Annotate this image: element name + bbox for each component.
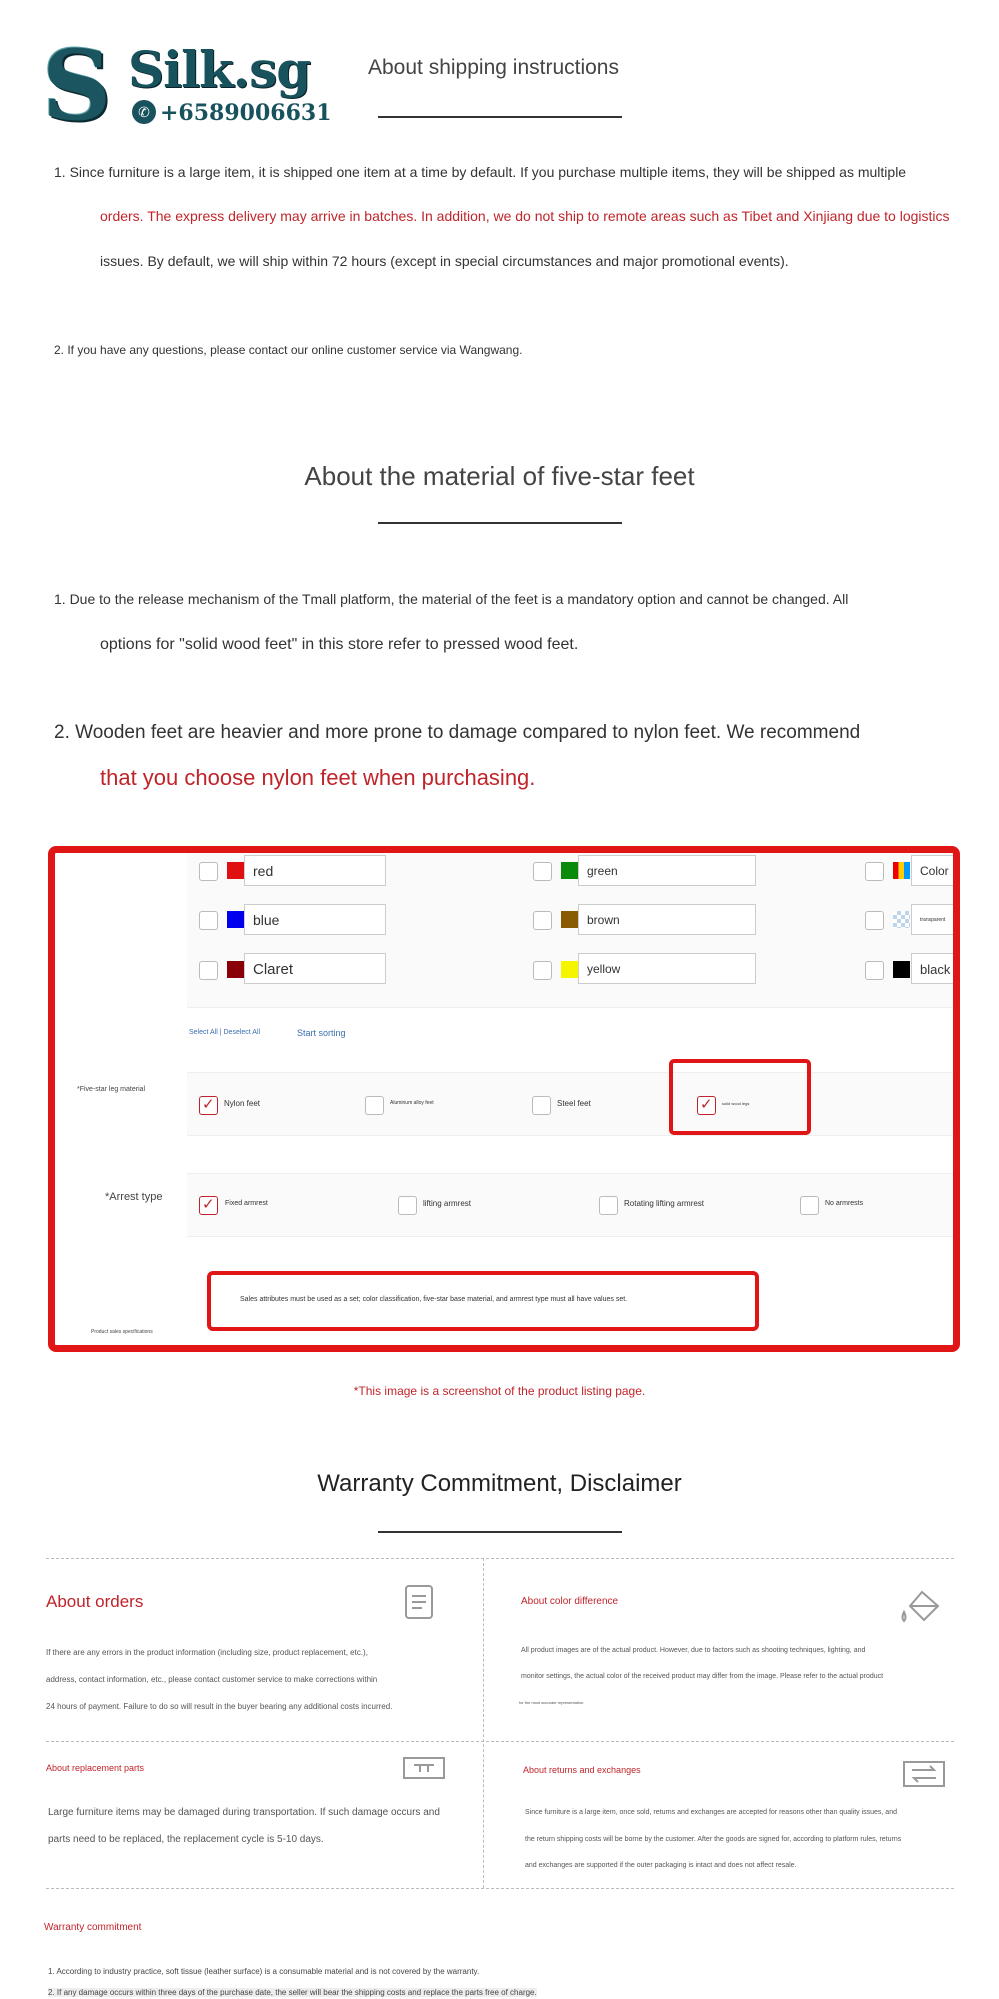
parts-line-2: parts need to be replaced, the replacement cycle is 5-10 days. bbox=[48, 1834, 324, 1845]
leg-material-label: *Five-star leg material bbox=[77, 1086, 146, 1093]
nylon-feet-label: Nylon feet bbox=[224, 1099, 261, 1108]
color-input[interactable]: transparent bbox=[911, 904, 960, 935]
orders-line-2: address, contact information, etc., please contact customer service to make corrections within bbox=[46, 1675, 378, 1684]
no-armrest-label: No armrests bbox=[825, 1200, 864, 1207]
whatsapp-icon: ✆ bbox=[132, 100, 156, 124]
color-checkbox[interactable] bbox=[199, 862, 218, 881]
color-input[interactable]: green bbox=[578, 855, 756, 886]
exchange-icon bbox=[902, 1760, 946, 1788]
color-input[interactable]: yellow bbox=[578, 953, 756, 984]
color-checkbox[interactable] bbox=[865, 961, 884, 980]
brand-logo bbox=[42, 29, 332, 142]
color-checkbox[interactable] bbox=[533, 862, 552, 881]
color-checkbox[interactable] bbox=[533, 911, 552, 930]
color-checkbox[interactable] bbox=[865, 911, 884, 930]
color-input[interactable]: red bbox=[244, 855, 386, 886]
listing-caption: *This image is a screenshot of the product listing page. bbox=[353, 1384, 646, 1398]
color-checkbox[interactable] bbox=[199, 961, 218, 980]
logo-letter: S bbox=[42, 29, 112, 142]
returns-heading: About returns and exchanges bbox=[523, 1765, 641, 1775]
start-sorting-link[interactable]: Start sorting bbox=[297, 1028, 346, 1038]
color-input[interactable]: blue bbox=[244, 904, 386, 935]
notice-text: Sales attributes must be used as a set; color classification, five-star base material, and armrest type must all have values set. bbox=[240, 1296, 628, 1303]
warranty-title: Warranty Commitment, Disclaimer bbox=[317, 1470, 682, 1497]
feet-title-rule bbox=[378, 522, 622, 524]
color-heading: About color difference bbox=[521, 1596, 619, 1607]
aluminum-feet-checkbox[interactable] bbox=[365, 1096, 384, 1115]
color-swatch-transparent bbox=[893, 911, 910, 928]
logo-name: Silk.sg bbox=[128, 40, 311, 99]
color-checkbox[interactable] bbox=[865, 862, 884, 881]
shipping-p1-line3: issues. By default, we will ship within 72 hours (except in special circumstances and major promotional events). bbox=[100, 253, 789, 269]
box-icon bbox=[402, 1755, 446, 1781]
feet-p1-line1: 1. Due to the release mechanism of the Tmall platform, the material of the feet is a mandatory option and cannot be changed. All bbox=[54, 591, 849, 607]
feet-title: About the material of five-star feet bbox=[304, 461, 695, 491]
shipping-title: About shipping instructions bbox=[368, 56, 619, 79]
orders-line-3: 24 hours of payment. Failure to do so will result in the buyer bearing any additional costs incurred. bbox=[46, 1702, 393, 1711]
lifting-armrest-label: lifting armrest bbox=[423, 1199, 472, 1208]
shipping-p1-line2: orders. The express delivery may arrive in batches. In addition, we do not ship to remote areas such as Tibet and Xinjiang due to logistics bbox=[100, 208, 950, 224]
grid-divider-middle bbox=[46, 1741, 954, 1742]
color-checkbox[interactable] bbox=[199, 911, 218, 930]
parts-heading: About replacement parts bbox=[46, 1763, 145, 1773]
commitment-line-2: 2. If any damage occurs within three days of the purchase date, the seller will bear the shipping costs and replace the parts free of charge. bbox=[48, 1988, 537, 1997]
orders-heading: About orders bbox=[46, 1592, 144, 1611]
color-input[interactable]: brown bbox=[578, 904, 756, 935]
fixed-armrest-label: Fixed armrest bbox=[225, 1200, 268, 1207]
color-swatch-green bbox=[561, 862, 578, 879]
paint-bucket-icon bbox=[896, 1586, 944, 1626]
commitment-heading: Warranty commitment bbox=[44, 1922, 142, 1933]
logo-phone: +6589006631 bbox=[160, 100, 332, 126]
listing-screenshot bbox=[48, 846, 960, 1352]
grid-divider-vertical bbox=[483, 1558, 484, 1888]
color-line-2: monitor settings, the actual color of the received product may differ from the image. Please refer to the actual product bbox=[521, 1673, 884, 1680]
feet-p2-line1: 2. Wooden feet are heavier and more prone to damage compared to nylon feet. We recommend bbox=[54, 722, 861, 743]
steel-feet-label: Steel feet bbox=[557, 1099, 591, 1108]
spec-label: Product sales specifications bbox=[91, 1329, 153, 1335]
color-swatch-brown bbox=[561, 911, 578, 928]
grid-divider-top bbox=[46, 1558, 954, 1559]
aluminum-feet-label: Aluminum alloy feet bbox=[390, 1100, 434, 1106]
color-input[interactable]: black bbox=[911, 953, 960, 984]
shipping-p2: 2. If you have any questions, please contact our online customer service via Wangwang. bbox=[54, 343, 523, 357]
returns-line-3: and exchanges are supported if the outer packaging is intact and does not affect resale. bbox=[525, 1862, 797, 1869]
warranty-title-rule bbox=[378, 1531, 622, 1533]
color-input[interactable]: Claret bbox=[244, 953, 386, 984]
shipping-title-rule bbox=[378, 116, 622, 118]
grid-divider-bottom bbox=[46, 1888, 954, 1889]
orders-line-1: If there are any errors in the product information (including size, product replacement, etc.), bbox=[46, 1648, 368, 1657]
solid-wood-checkbox[interactable] bbox=[697, 1096, 716, 1115]
returns-line-2: the return shipping costs will be borne by the customer. After the goods are signed for, according to platform rules, returns bbox=[525, 1836, 902, 1843]
color-swatch-yellow bbox=[561, 961, 578, 978]
fixed-armrest-checkbox[interactable] bbox=[199, 1196, 218, 1215]
returns-line-1: Since furniture is a large item, once sold, returns and exchanges are accepted for reasons other than quality issues, and bbox=[525, 1809, 897, 1816]
solid-wood-label: solid wood legs bbox=[722, 1101, 750, 1106]
shipping-p1-line1: 1. Since furniture is a large item, it is shipped one item at a time by default. If you purchase multiple items, they will be shipped as multiple bbox=[54, 164, 907, 180]
color-swatch-claret bbox=[227, 961, 244, 978]
color-line-1: All product images are of the actual product. However, due to factors such as shooting techniques, lighting, and bbox=[521, 1647, 866, 1654]
color-checkbox[interactable] bbox=[533, 961, 552, 980]
no-armrest-checkbox[interactable] bbox=[800, 1196, 819, 1215]
commitment-line-1: 1. According to industry practice, soft tissue (leather surface) is a consumable material and is not covered by the warranty. bbox=[48, 1967, 480, 1976]
feet-p2-line2: that you choose nylon feet when purchasing. bbox=[100, 765, 536, 790]
color-swatch-red bbox=[227, 862, 244, 879]
parts-line-1: Large furniture items may be damaged during transportation. If such damage occurs and bbox=[48, 1807, 440, 1818]
solid-wood-highlight bbox=[669, 1059, 811, 1135]
color-line-3: for the most accurate representation. bbox=[519, 1700, 585, 1705]
armrest-label: *Arrest type bbox=[105, 1191, 163, 1203]
nylon-feet-checkbox[interactable] bbox=[199, 1096, 218, 1115]
rotating-armrest-checkbox[interactable] bbox=[599, 1196, 618, 1215]
document-icon bbox=[404, 1584, 434, 1620]
color-swatch-black bbox=[893, 961, 910, 978]
color-swatch-multicolor bbox=[893, 862, 910, 879]
select-all-link[interactable]: Select All | Deselect All bbox=[189, 1029, 261, 1036]
rotating-armrest-label: Rotating lifting armrest bbox=[624, 1199, 705, 1208]
feet-p1-line2: options for "solid wood feet" in this store refer to pressed wood feet. bbox=[100, 636, 579, 653]
color-swatch-blue bbox=[227, 911, 244, 928]
color-input[interactable]: Color bbox=[911, 855, 960, 886]
steel-feet-checkbox[interactable] bbox=[532, 1096, 551, 1115]
lifting-armrest-checkbox[interactable] bbox=[398, 1196, 417, 1215]
